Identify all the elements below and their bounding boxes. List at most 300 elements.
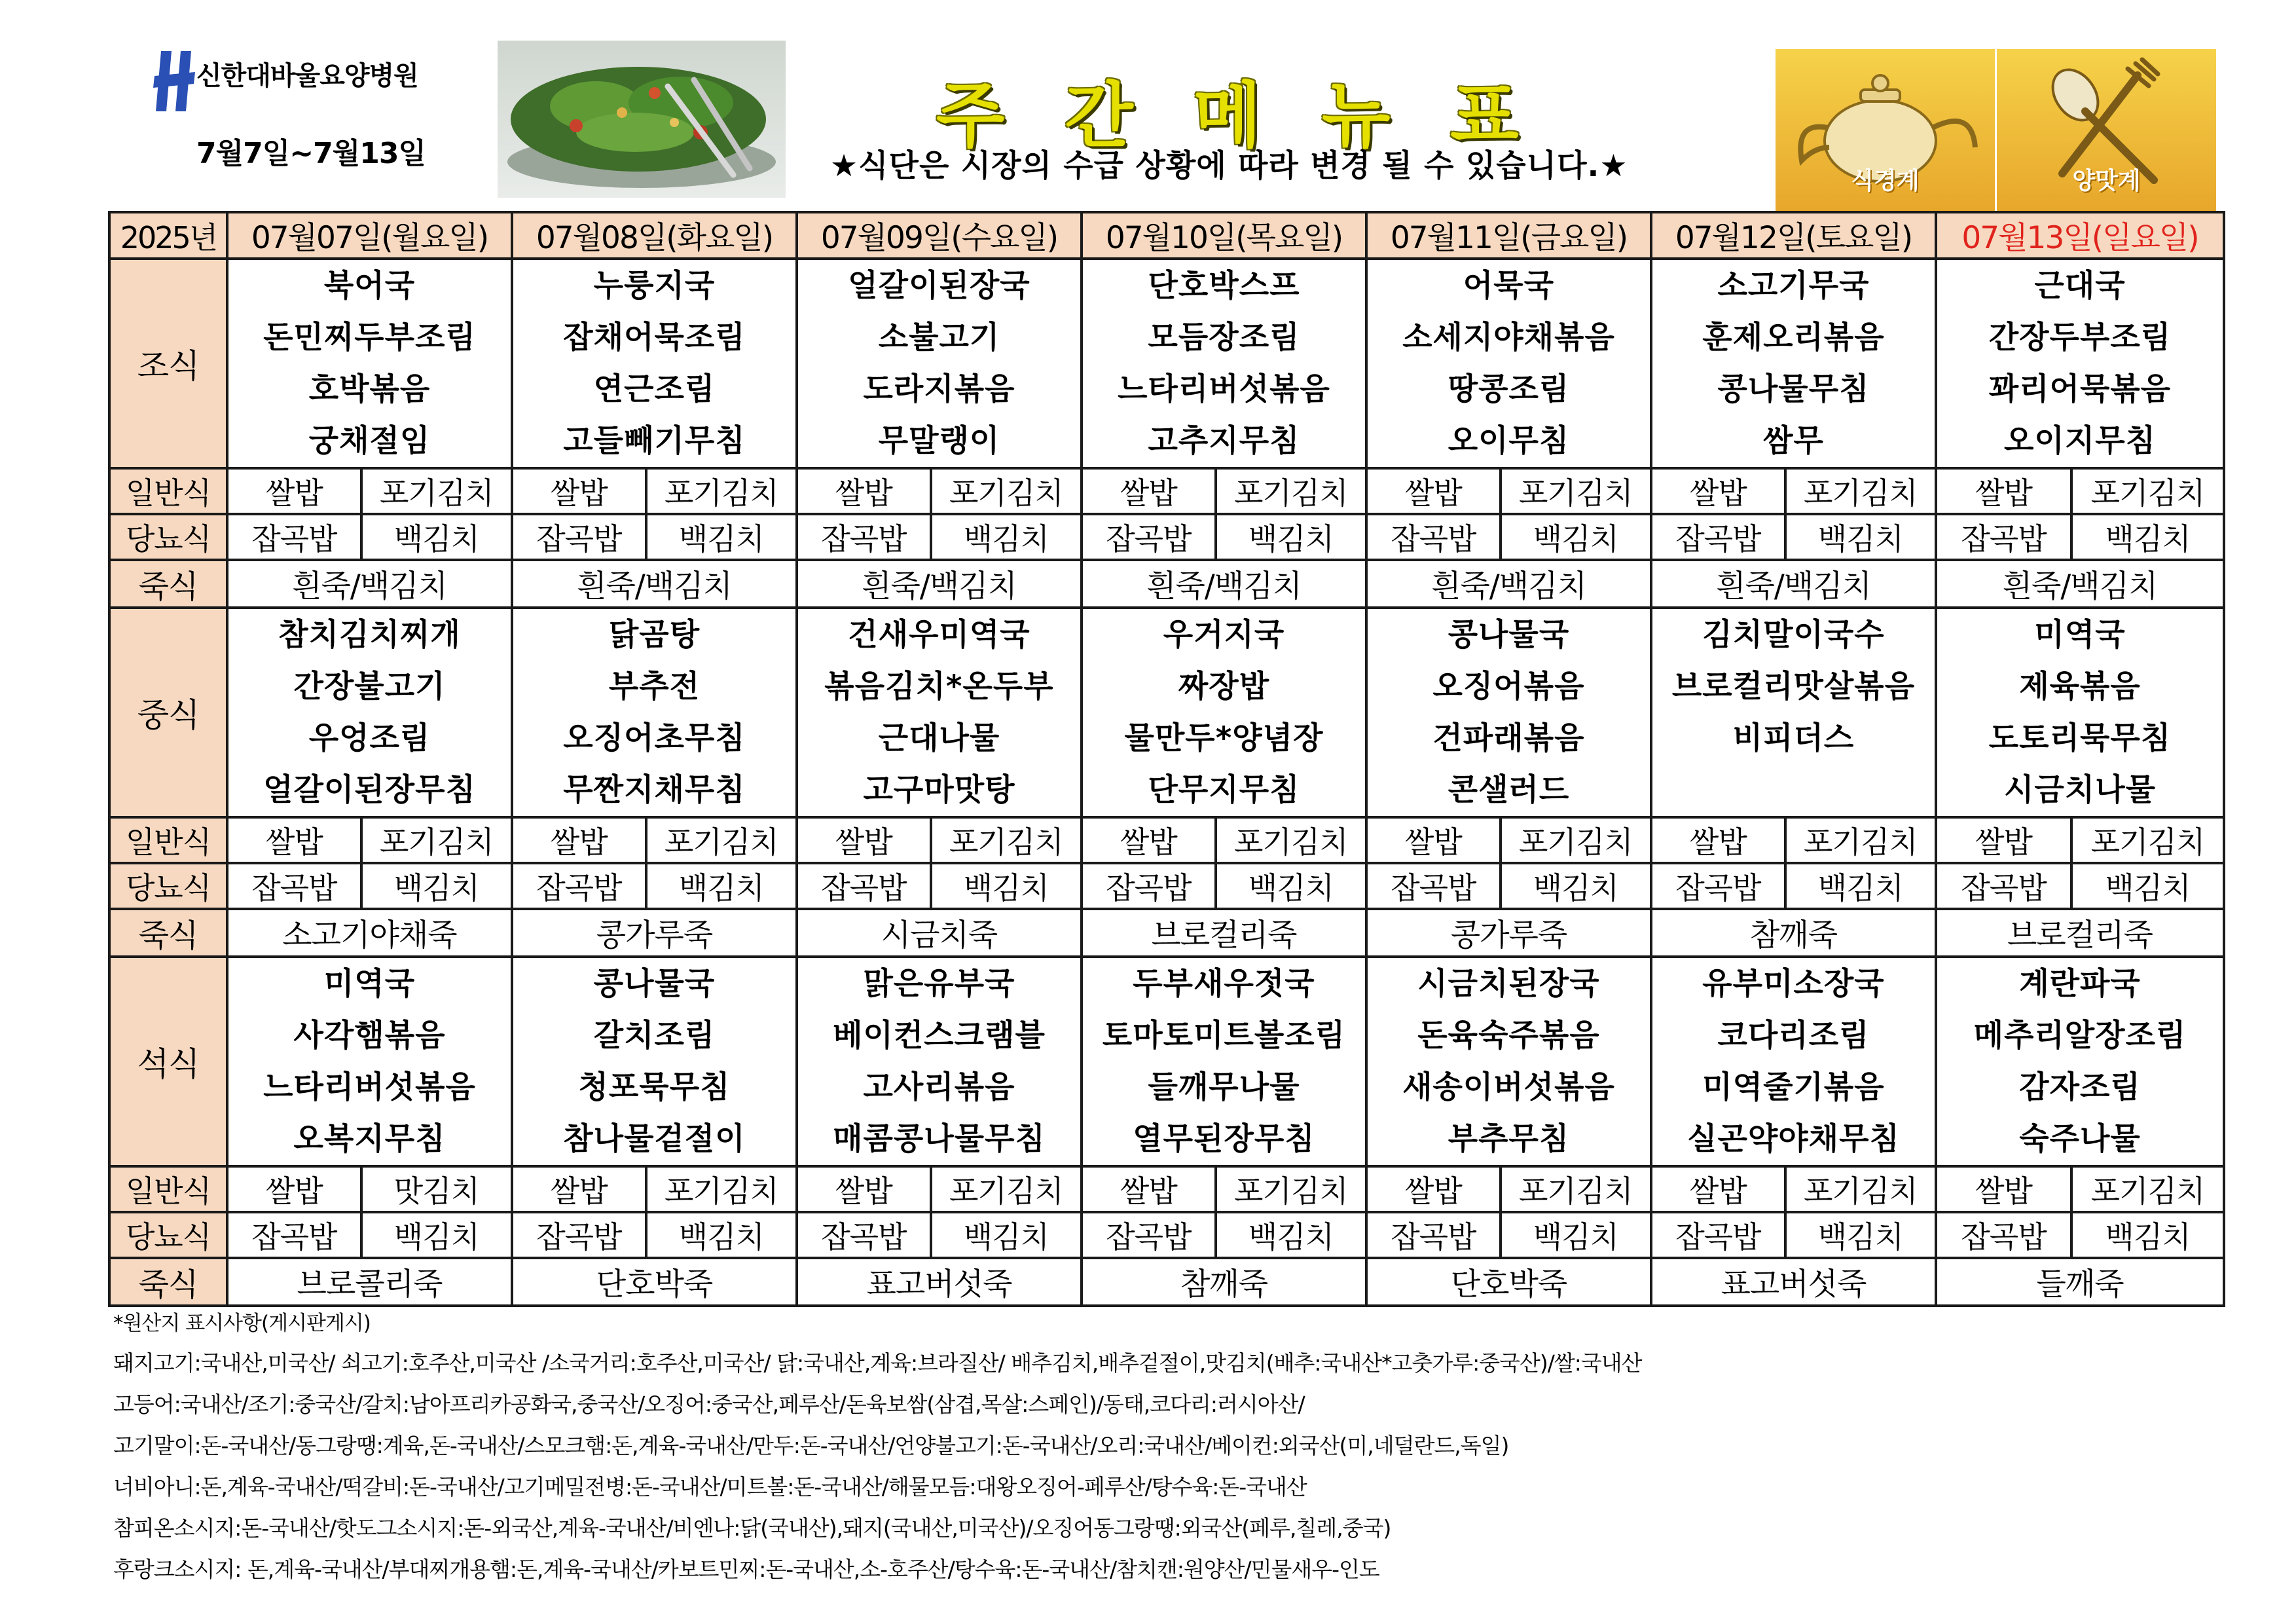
dinner-general-sun: [1936, 1166, 2224, 1212]
diet-label-general: 일반식: [109, 817, 227, 863]
origin-note-line: 고기말이:돈-국내산/동그랑땡:계육,돈-국내산/스모크햄:돈,계육-국내산/만두:돈-국내산/언양불고기:돈-국내산/오리:국내산/베이컨:외국산(미,네덜란드,독일): [113, 1433, 1509, 1458]
kimchi-item: 백김치: [1248, 1219, 1334, 1255]
rice-item: 잡곡밥: [1937, 515, 2073, 559]
menu-item: 짜장밥: [1178, 669, 1270, 705]
origin-notes: [113, 1303, 2274, 1590]
menu-item: 열무된장무침: [1133, 1121, 1315, 1157]
diet-pair: [1652, 1168, 1935, 1211]
lunch-menu-sat: [1651, 608, 1936, 817]
breakfast-menu-fri: [1366, 259, 1651, 468]
kimchi-item: 포기김치: [1233, 824, 1348, 860]
menu-item: 유부미소장국: [1702, 966, 1885, 1002]
day-header-tue: 07월08일(화요일): [512, 212, 797, 259]
kimchi-item: 맛김치: [393, 1173, 479, 1209]
kimchi-item: 포기김치: [664, 1173, 778, 1209]
rice-item: 잡곡밥: [228, 864, 363, 908]
menu-item: 돈육숙주볶음: [1417, 1018, 1600, 1054]
menu-item: 호박볶음: [308, 371, 431, 407]
menu-item: 콩나물국: [593, 966, 716, 1002]
menu-item: 부추무침: [1448, 1121, 1570, 1157]
rice-item: 쌀밥: [1083, 470, 1217, 513]
diet-pair: [1937, 819, 2223, 862]
breakfast-diabetic-sat: [1651, 514, 1936, 560]
rice-item: 잡곡밥: [1368, 1213, 1502, 1257]
dinner-general-thu: [1082, 1166, 1366, 1212]
menu-item: 브로컬리맛살볶음: [1671, 669, 1916, 705]
lunch-general-fri: [1366, 817, 1651, 863]
menu-item: 오징어초무침: [563, 720, 746, 756]
diet-pair: [1652, 470, 1935, 513]
menu-item: 건새우미역국: [848, 617, 1030, 653]
menu-item: 들깨무나물: [1148, 1069, 1300, 1105]
menu-item: 단무지무침: [1148, 772, 1300, 808]
menu-item: 느타리버섯볶음: [1118, 371, 1330, 407]
rice-item: 잡곡밥: [228, 515, 363, 559]
breakfast-general-wed: [797, 468, 1082, 514]
rice-item: 잡곡밥: [798, 515, 932, 559]
menu-item: 토마토미트볼조림: [1102, 1018, 1346, 1054]
menu-item: 숙주나물: [2019, 1121, 2141, 1157]
menu-item: 실곤약야채무침: [1687, 1121, 1900, 1157]
breakfast-menu-sat: [1651, 259, 1936, 468]
kimchi-item: 포기김치: [1518, 475, 1633, 511]
menu-item: 간장두부조림: [1988, 320, 2172, 356]
menu-item: 계란파국: [2019, 966, 2141, 1002]
lunch-menu-wed: [797, 608, 1082, 817]
diet-pair: [228, 1213, 511, 1257]
diet-pair: [1937, 515, 2223, 559]
origin-note-line: 후랑크소시지: 돈,계육-국내산/부대찌개용햄:돈,계육-국내산/카보트민찌:돈-국내산,소-호주산/탕수육:돈-국내산/참치캔:원양산/민물새우-인도: [113, 1557, 1379, 1582]
hospital-logo-icon: [152, 46, 198, 118]
diet-label-diabetic: 당뇨식: [109, 514, 227, 560]
kimchi-item: 백김치: [2105, 521, 2191, 557]
rice-item: 쌀밥: [513, 1168, 647, 1211]
menu-item: 근대나물: [878, 720, 1000, 756]
lunch-porridge-tue: 콩가루죽: [512, 909, 797, 957]
breakfast-diabetic-sun: [1936, 514, 2224, 560]
breakfast-general-sun: [1936, 468, 2224, 514]
dinner-menu-fri: [1366, 957, 1651, 1166]
diet-pair: [228, 864, 511, 908]
breakfast-diabetic-mon: [227, 514, 512, 560]
lunch-general-sat: [1651, 817, 1936, 863]
menu-item: 고추지무침: [1148, 423, 1300, 459]
menu-item: 감자조림: [2019, 1069, 2141, 1105]
dinner-menu-sat: [1651, 957, 1936, 1166]
day-header-fri: 07월11일(금요일): [1366, 212, 1651, 259]
lunch-diabetic-mon: [227, 863, 512, 909]
kimchi-item: 포기김치: [949, 824, 1063, 860]
corner-caption-left: 식경계: [1851, 168, 1920, 194]
dinner-menu-thu: [1082, 957, 1366, 1166]
dinner-porridge-fri: 단호박죽: [1366, 1258, 1651, 1306]
rice-item: 쌀밥: [798, 470, 932, 513]
dinner-diabetic-wed: [797, 1212, 1082, 1258]
kimchi-item: 포기김치: [379, 475, 494, 511]
diet-pair: [1083, 1168, 1365, 1211]
rice-item: 쌀밥: [798, 1168, 932, 1211]
menu-item: 김치말이국수: [1702, 617, 1885, 653]
menu-item: 근대국: [2034, 268, 2126, 304]
menu-item: 시금치된장국: [1417, 966, 1600, 1002]
diet-pair: [1083, 819, 1365, 862]
menu-item: 매콤콩나물무침: [833, 1121, 1046, 1157]
kimchi-item: 포기김치: [949, 475, 1063, 511]
menu-item: 오이무침: [1448, 423, 1570, 459]
dinner-diabetic-mon: [227, 1212, 512, 1258]
dinner-porridge-tue: 단호박죽: [512, 1258, 797, 1306]
breakfast-porridge-wed: 흰죽/백김치: [797, 560, 1082, 608]
diet-pair: [1652, 819, 1935, 862]
diet-pair: [1083, 470, 1365, 513]
breakfast-diabetic-fri: [1366, 514, 1651, 560]
kimchi-item: 백김치: [963, 521, 1049, 557]
rice-item: 잡곡밥: [1937, 864, 2073, 908]
diet-pair: [1083, 515, 1365, 559]
menu-item: 코다리조림: [1717, 1018, 1870, 1054]
menu-item: 쌈무: [1763, 423, 1824, 459]
kimchi-item: 포기김치: [1233, 1173, 1348, 1209]
diet-label-porridge: 죽식: [109, 560, 227, 608]
rice-item: 쌀밥: [1652, 1168, 1787, 1211]
menu-item: 땅콩조림: [1448, 371, 1570, 407]
menu-item: 꽈리어묵볶음: [1988, 371, 2172, 407]
breakfast-diabetic-wed: [797, 514, 1082, 560]
menu-item: 갈치조림: [593, 1018, 716, 1054]
diet-pair: [228, 1168, 511, 1211]
kimchi-item: 포기김치: [664, 475, 778, 511]
rice-item: 쌀밥: [513, 819, 647, 862]
lunch-general-wed: [797, 817, 1082, 863]
dinner-diabetic-tue: [512, 1212, 797, 1258]
rice-item: 잡곡밥: [513, 864, 647, 908]
rice-item: 잡곡밥: [228, 1213, 363, 1257]
rice-item: 쌀밥: [228, 470, 363, 513]
dinner-diabetic-sat: [1651, 1212, 1936, 1258]
menu-item: 훈제오리볶음: [1702, 320, 1885, 356]
corner-caption-right: 양맛계: [2072, 168, 2141, 194]
year-header: 2025년: [109, 212, 227, 259]
origin-note-line: 너비아니:돈,계육-국내산/떡갈비:돈-국내산/고기메밀전병:돈-국내산/미트볼:돈-국내산/해물모듬:대왕오징어-페루산/탕수육:돈-국내산: [113, 1474, 1307, 1500]
breakfast-porridge-sat: 흰죽/백김치: [1651, 560, 1936, 608]
teapot-illustration: [1776, 49, 1995, 213]
diet-pair: [228, 819, 511, 862]
breakfast-general-sat: [1651, 468, 1936, 514]
origin-note-line: 참피온소시지:돈-국내산/핫도그소시지:돈-외국산,계육-국내산/비엔나:닭(국내산),돼지(국내산,미국산)/오징어동그랑땡:외국산(페루,칠레,중국): [113, 1515, 1391, 1541]
menu-item: 오복지무침: [293, 1121, 446, 1157]
salad-photo: [498, 41, 786, 198]
menu-item: 느타리버섯볶음: [263, 1069, 476, 1105]
menu-item: 우엉조림: [308, 720, 431, 756]
dinner-menu-tue: [512, 957, 797, 1166]
kimchi-item: 백김치: [393, 1219, 479, 1255]
menu-item: 도토리묵무침: [1988, 720, 2172, 756]
rice-item: 쌀밥: [1937, 1168, 2073, 1211]
rice-item: 잡곡밥: [1368, 515, 1502, 559]
diet-pair: [1083, 1213, 1365, 1257]
rice-item: 잡곡밥: [1083, 864, 1217, 908]
menu-item: 두부새우젓국: [1133, 966, 1315, 1002]
diet-pair: [1937, 1213, 2223, 1257]
meal-label-lunch: 중식: [109, 608, 227, 817]
menu-item: 물만두*양념장: [1124, 720, 1324, 756]
menu-item: 오이지무침: [2003, 423, 2156, 459]
breakfast-menu-sun: [1936, 259, 2224, 468]
kimchi-item: 백김치: [963, 1219, 1049, 1255]
rice-item: 쌀밥: [1368, 470, 1502, 513]
lunch-porridge-wed: 시금치죽: [797, 909, 1082, 957]
kimchi-item: 포기김치: [2090, 475, 2205, 511]
lunch-diabetic-wed: [797, 863, 1082, 909]
menu-item: 사각햄볶음: [293, 1018, 446, 1054]
kimchi-item: 백김치: [393, 870, 479, 906]
diet-pair: [1937, 470, 2223, 513]
kimchi-item: 백김치: [1533, 870, 1618, 906]
rice-item: 쌀밥: [798, 819, 932, 862]
menu-item: 제육볶음: [2019, 669, 2141, 705]
breakfast-general-mon: [227, 468, 512, 514]
menu-item: 단호박스프: [1148, 268, 1300, 304]
menu-item: 콩나물국: [1448, 617, 1570, 653]
rice-item: 쌀밥: [228, 819, 363, 862]
rice-item: 잡곡밥: [513, 1213, 647, 1257]
dinner-general-tue: [512, 1166, 797, 1212]
menu-item: 청포묵무침: [578, 1069, 731, 1105]
rice-item: 쌀밥: [1652, 819, 1787, 862]
lunch-general-thu: [1082, 817, 1366, 863]
rice-item: 쌀밥: [1937, 819, 2073, 862]
kimchi-item: 백김치: [678, 870, 764, 906]
dinner-porridge-mon: 브로콜리죽: [227, 1258, 512, 1306]
diet-label-porridge: 죽식: [109, 909, 227, 957]
menu-item: 미역국: [2034, 617, 2126, 653]
menu-item: 고구마맛탕: [863, 772, 1015, 808]
diet-pair: [798, 515, 1080, 559]
kimchi-item: 백김치: [1248, 521, 1334, 557]
rice-item: 쌀밥: [513, 470, 647, 513]
diet-pair: [1652, 1213, 1935, 1257]
dinner-diabetic-fri: [1366, 1212, 1651, 1258]
diet-pair: [1368, 819, 1650, 862]
dinner-general-sat: [1651, 1166, 1936, 1212]
breakfast-porridge-thu: 흰죽/백김치: [1082, 560, 1366, 608]
kimchi-item: 백김치: [1817, 1219, 1903, 1255]
rice-item: 잡곡밥: [1368, 864, 1502, 908]
breakfast-general-tue: [512, 468, 797, 514]
kimchi-item: 포기김치: [1518, 824, 1633, 860]
menu-item: 소고기무국: [1717, 268, 1870, 304]
rice-item: 쌀밥: [1652, 470, 1787, 513]
lunch-general-mon: [227, 817, 512, 863]
rice-item: 쌀밥: [1083, 819, 1217, 862]
breakfast-menu-thu: [1082, 259, 1366, 468]
kimchi-item: 백김치: [678, 521, 764, 557]
day-header-wed: 07월09일(수요일): [797, 212, 1082, 259]
breakfast-diabetic-tue: [512, 514, 797, 560]
menu-item: 볶음김치*온두부: [824, 669, 1054, 705]
kimchi-item: 백김치: [1248, 870, 1334, 906]
kimchi-item: 포기김치: [1803, 824, 1918, 860]
menu-item: 부추전: [608, 669, 701, 705]
breakfast-general-thu: [1082, 468, 1366, 514]
menu-item: 미역줄기볶음: [1702, 1069, 1885, 1105]
dinner-porridge-sat: 표고버섯죽: [1651, 1258, 1936, 1306]
menu-item: [1652, 764, 1935, 816]
menu-item: 닭곰탕: [608, 617, 701, 653]
lunch-general-sun: [1936, 817, 2224, 863]
menu-item: 시금치나물: [2003, 772, 2156, 808]
rice-item: 쌀밥: [1368, 819, 1502, 862]
diet-pair: [228, 515, 511, 559]
lunch-diabetic-sun: [1936, 863, 2224, 909]
menu-item: 고사리볶음: [863, 1069, 1015, 1105]
diet-label-general: 일반식: [109, 468, 227, 514]
kimchi-item: 포기김치: [1233, 475, 1348, 511]
diet-pair: [513, 1168, 795, 1211]
lunch-porridge-fri: 콩가루죽: [1366, 909, 1651, 957]
lunch-porridge-sun: 브로컬리죽: [1936, 909, 2224, 957]
breakfast-porridge-fri: 흰죽/백김치: [1366, 560, 1651, 608]
diet-pair: [1368, 515, 1650, 559]
menu-item: 간장불고기: [293, 669, 446, 705]
diet-pair: [798, 1168, 1080, 1211]
menu-item: 도라지볶음: [863, 371, 1015, 407]
rice-item: 쌀밥: [1368, 1168, 1502, 1211]
dinner-general-mon: [227, 1166, 512, 1212]
menu-item: 얼갈이된장국: [848, 268, 1030, 304]
diet-pair: [798, 470, 1080, 513]
diet-pair: [1937, 1168, 2223, 1211]
diet-pair: [228, 470, 511, 513]
lunch-porridge-thu: 브로컬리죽: [1082, 909, 1366, 957]
rice-item: 쌀밥: [228, 1168, 363, 1211]
menu-item: 소불고기: [878, 320, 1000, 356]
menu-item: 소세지야채볶음: [1402, 320, 1615, 356]
diet-pair: [1652, 515, 1935, 559]
diet-pair: [1937, 864, 2223, 908]
dinner-menu-wed: [797, 957, 1082, 1166]
menu-item: 베이컨스크램블: [833, 1018, 1046, 1054]
lunch-menu-sun: [1936, 608, 2224, 817]
menu-item: 연근조림: [593, 371, 716, 407]
menu-item: 어묵국: [1463, 268, 1555, 304]
lunch-porridge-mon: 소고기야채죽: [227, 909, 512, 957]
lunch-menu-mon: [227, 608, 512, 817]
lunch-diabetic-fri: [1366, 863, 1651, 909]
menu-item: 우거지국: [1163, 617, 1285, 653]
origin-notes-heading: *원산지 표시사항(게시판게시): [113, 1312, 371, 1335]
menu-item: 궁채절임: [308, 423, 431, 459]
origin-note-line: 돼지고기:국내산,미국산/ 쇠고기:호주산,미국산 /소국거리:호주산,미국산/ 닭:국내산,계육:브라질산/ 배추김치,배추겉절이,맛김치(배추:국내산*고춧가루:중국산)/쌀:국내산: [113, 1350, 1642, 1376]
rice-item: 잡곡밥: [1652, 1213, 1787, 1257]
menu-item: 잡채어묵조림: [563, 320, 746, 356]
rice-item: 잡곡밥: [1937, 1213, 2073, 1257]
diet-pair: [513, 819, 795, 862]
diet-label-diabetic: 당뇨식: [109, 1212, 227, 1258]
rice-item: 잡곡밥: [1652, 515, 1787, 559]
kimchi-item: 포기김치: [2090, 824, 2205, 860]
breakfast-diabetic-thu: [1082, 514, 1366, 560]
meal-label-dinner: 석식: [109, 957, 227, 1166]
day-header-thu: 07월10일(목요일): [1082, 212, 1366, 259]
kimchi-item: 백김치: [1817, 870, 1903, 906]
rice-item: 잡곡밥: [513, 515, 647, 559]
dinner-general-wed: [797, 1166, 1082, 1212]
menu-item: 무짠지채무침: [563, 772, 746, 808]
menu-item: 콩나물무침: [1717, 371, 1870, 407]
rice-item: 잡곡밥: [1083, 515, 1217, 559]
menu-item: 새송이버섯볶음: [1402, 1069, 1615, 1105]
breakfast-menu-wed: [797, 259, 1082, 468]
kimchi-item: 포기김치: [1803, 1173, 1918, 1209]
diet-pair: [1652, 864, 1935, 908]
dinner-diabetic-thu: [1082, 1212, 1366, 1258]
breakfast-menu-tue: [512, 259, 797, 468]
kimchi-item: 포기김치: [2090, 1173, 2205, 1209]
diet-pair: [1368, 1213, 1650, 1257]
menu-item: 무말랭이: [878, 423, 1000, 459]
menu-item: 돈민찌두부조림: [263, 320, 476, 356]
kimchi-item: 백김치: [1817, 521, 1903, 557]
diet-pair: [513, 470, 795, 513]
dinner-general-fri: [1366, 1166, 1651, 1212]
diet-pair: [1083, 864, 1365, 908]
breakfast-menu-mon: [227, 259, 512, 468]
menu-item: 참치김치찌개: [278, 617, 461, 653]
breakfast-porridge-mon: 흰죽/백김치: [227, 560, 512, 608]
menu-item: 미역국: [323, 966, 416, 1002]
diet-pair: [513, 515, 795, 559]
diet-pair: [1368, 864, 1650, 908]
menu-item: 오징어볶음: [1432, 669, 1585, 705]
lunch-menu-fri: [1366, 608, 1651, 817]
menu-item: 북어국: [323, 268, 416, 304]
diet-label-diabetic: 당뇨식: [109, 863, 227, 909]
menu-item: 콘샐러드: [1448, 772, 1570, 808]
menu-item: 얼갈이된장무침: [263, 772, 476, 808]
diet-pair: [1368, 470, 1650, 513]
kimchi-item: 백김치: [2105, 1219, 2191, 1255]
rice-item: 쌀밥: [1937, 470, 2073, 513]
weekly-menu-table: [108, 211, 2225, 1307]
lunch-diabetic-sat: [1651, 863, 1936, 909]
kimchi-item: 백김치: [963, 870, 1049, 906]
kimchi-item: 포기김치: [379, 824, 494, 860]
menu-item: 비피더스: [1732, 720, 1855, 756]
hospital-name: 신한대바울요양병원: [196, 61, 418, 91]
kimchi-item: 포기김치: [664, 824, 778, 860]
utensils-illustration: [1997, 49, 2216, 213]
rice-item: 쌀밥: [1083, 1168, 1217, 1211]
breakfast-general-fri: [1366, 468, 1651, 514]
dinner-diabetic-sun: [1936, 1212, 2224, 1258]
breakfast-porridge-tue: 흰죽/백김치: [512, 560, 797, 608]
kimchi-item: 백김치: [678, 1219, 764, 1255]
lunch-menu-thu: [1082, 608, 1366, 817]
rice-item: 잡곡밥: [1083, 1213, 1217, 1257]
kimchi-item: 백김치: [1533, 521, 1618, 557]
diet-pair: [513, 1213, 795, 1257]
meal-label-breakfast: 조식: [109, 259, 227, 468]
menu-item: 고들빼기무침: [563, 423, 746, 459]
menu-item: 건파래볶음: [1432, 720, 1585, 756]
salad-bowl-icon: [498, 41, 786, 198]
day-header-sun: 07월13일(일요일): [1936, 212, 2224, 259]
dinner-menu-sun: [1936, 957, 2224, 1166]
lunch-menu-tue: [512, 608, 797, 817]
menu-change-notice: ★식단은 시장의 수급 상황에 따라 변경 될 수 있습니다.★: [830, 148, 1628, 184]
menu-item: 메추리알장조림: [1973, 1018, 2187, 1054]
